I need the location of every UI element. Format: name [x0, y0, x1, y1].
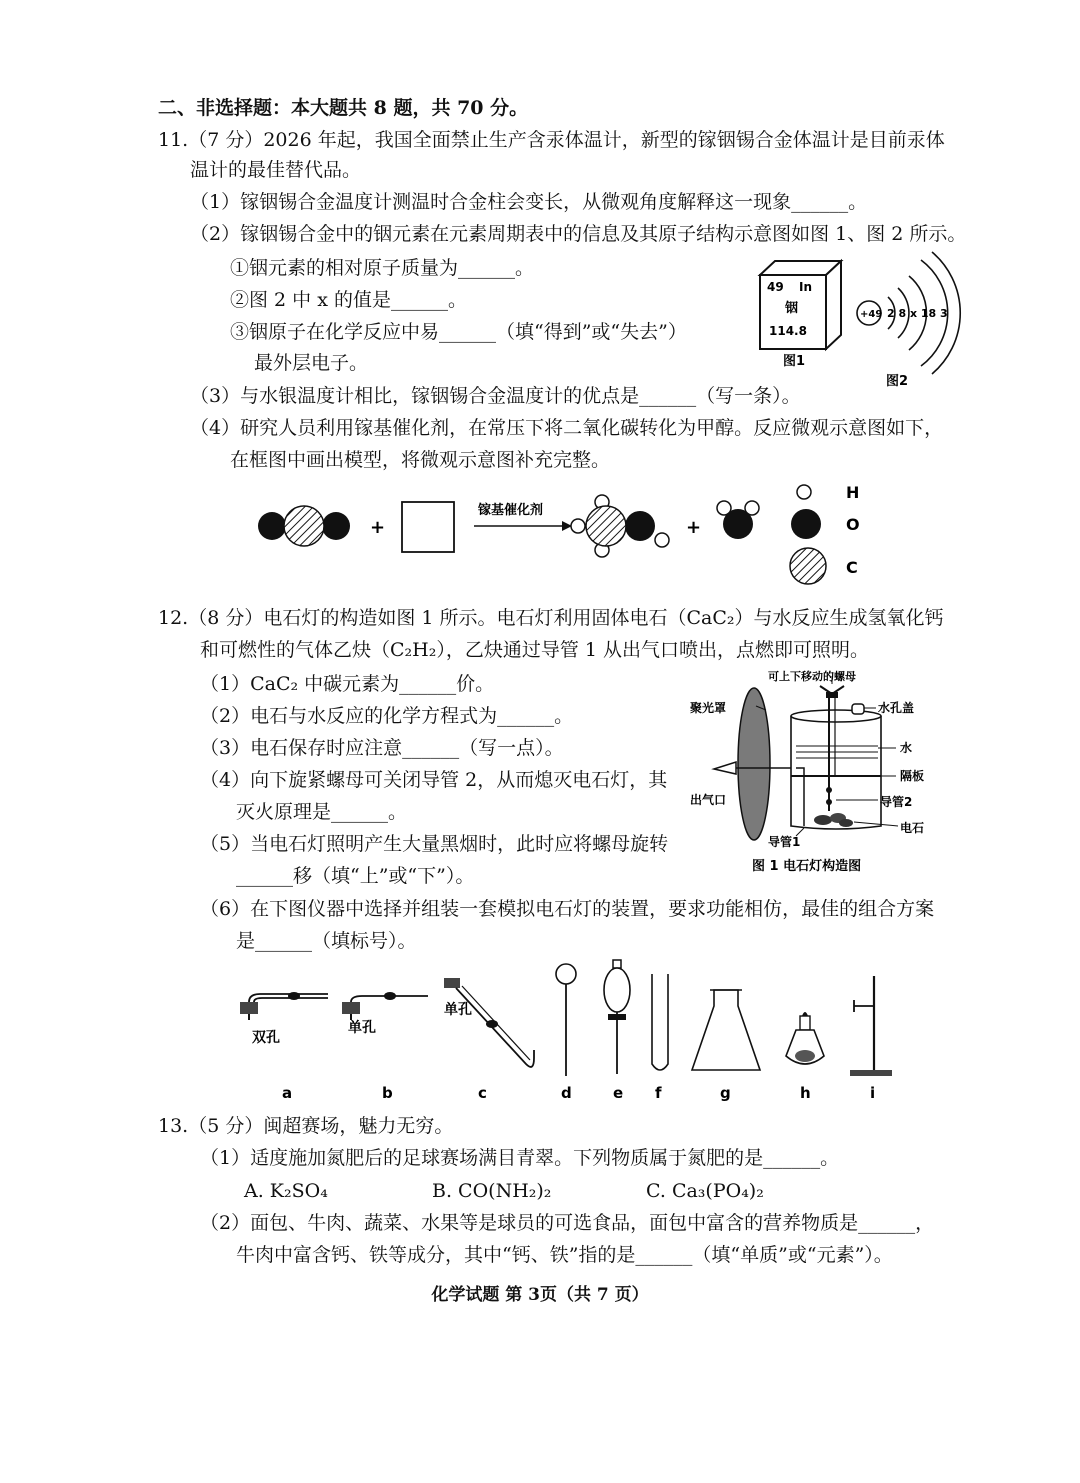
q13-part1: （1）适度施加氮肥后的足球赛场满目青翠。下列物质属于氮肥的是______。 — [200, 1147, 840, 1169]
reflector-shape — [738, 688, 770, 840]
element-name: 铟 — [785, 301, 799, 316]
q12-part4-line1: （4）向下旋紧螺母可关闭导管 2，从而熄灭电石灯，其 — [200, 769, 668, 791]
letter-c: c — [478, 1084, 487, 1102]
q11-part2-c: ③铟原子在化学反应中易______（填“得到”或“失去”） — [230, 321, 687, 343]
q13-part2-line2: 牛肉中富含钙、铁等成分，其中“钙、铁”指的是______（填“单质”或“元素”）。 — [236, 1244, 893, 1266]
letter-i: i — [870, 1084, 876, 1102]
apparatus-a — [240, 992, 328, 1046]
q12-part6-line1: （6）在下图仪器中选择并组装一套模拟电石灯的装置，要求功能相仿，最佳的组合方案 — [200, 898, 935, 920]
q13-stem: 13.（5 分）闽超赛场，魅力无穷。 — [158, 1115, 454, 1137]
q12-part5-line2: ______移（填“上”或“下”）。 — [236, 865, 475, 887]
methanol-molecule — [571, 495, 669, 557]
q12-part5-line1: （5）当电石灯照明产生大量黑烟时，此时应将螺母旋转 — [200, 833, 669, 855]
carbide-lamp-figure — [686, 666, 936, 878]
apparatus-b — [342, 992, 428, 1036]
q11-part4-line1: （4）研究人员利用镓基催化剂，在常压下将二氧化碳转化为甲醇。反应微观示意图如下， — [190, 417, 944, 439]
co2-molecule — [258, 506, 350, 546]
apparatus-e — [604, 960, 630, 1074]
q13-option-b: B. CO(NH₂)₂ — [432, 1180, 552, 1202]
nucleus-charge: +49 — [860, 309, 883, 320]
q12-stem-line1: 12.（8 分）电石灯的构造如图 1 所示。电石灯利用固体电石（CaC₂）与水反应生成氢氧化钙 — [158, 607, 944, 629]
apparatus-row — [230, 956, 910, 1106]
letter-h: h — [800, 1084, 811, 1102]
electron-shells: 2 8 x 18 3 — [887, 307, 948, 320]
q13-option-a: A. K₂SO₄ — [244, 1180, 328, 1202]
svg-text:双孔: 双孔 — [252, 1030, 280, 1046]
q12-part4-line2: 灭火原理是______。 — [236, 801, 408, 823]
section-title: 二、非选择题：本大题共 8 题，共 70 分。 — [158, 97, 529, 119]
blank-model-box — [402, 502, 454, 552]
water-molecule — [717, 501, 759, 539]
apparatus-f — [652, 974, 668, 1070]
apparatus-g — [692, 990, 760, 1070]
page-footer: 化学试题 第 3页（共 7 页） — [431, 1285, 649, 1305]
letter-a: a — [282, 1084, 293, 1102]
plus-sign-2: + — [686, 517, 702, 538]
element-number: 49 — [767, 280, 784, 294]
reaction-diagram — [250, 476, 890, 596]
element-tile-figure — [755, 255, 850, 370]
catalyst-label: 镓基催化剂 — [478, 503, 544, 518]
q11-part3: （3）与水银温度计相比，镓铟锡合金温度计的优点是______（写一条）。 — [190, 385, 801, 407]
letter-e: e — [613, 1084, 624, 1102]
q12-part3: （3）电石保存时应注意______（写一点）。 — [200, 737, 564, 759]
lamp-caption: 图 1 电石灯构造图 — [752, 859, 862, 874]
atom-structure-figure — [852, 250, 962, 390]
atom-legend — [790, 483, 860, 584]
q12-part2: （2）电石与水反应的化学方程式为______。 — [200, 705, 574, 727]
element-mass: 114.8 — [769, 324, 807, 338]
q13-part2-line1: （2）面包、牛肉、蔬菜、水果等是球员的可选食品，面包中富含的营养物质是______， — [200, 1212, 935, 1234]
fig2-caption: 图2 — [886, 374, 909, 389]
q12-part6-line2: 是______（填标号）。 — [236, 930, 417, 952]
letter-b: b — [382, 1084, 393, 1102]
label-stone: 电石 — [900, 821, 925, 835]
svg-text:单孔: 单孔 — [444, 1002, 472, 1018]
q11-part4-line2: 在框图中画出模型，将微观示意图补充完整。 — [230, 449, 611, 471]
apparatus-c — [444, 978, 534, 1067]
letter-f: f — [655, 1084, 662, 1102]
apparatus-i — [850, 976, 892, 1076]
label-reflector: 聚光罩 — [690, 701, 727, 715]
q12-stem-line2: 和可燃性的气体乙炔（C₂H₂），乙炔通过导管 1 从出气口喷出，点燃即可照明。 — [200, 639, 870, 661]
apparatus-d — [556, 964, 576, 1076]
label-water: 水 — [900, 741, 913, 755]
legend-c: C — [846, 558, 858, 577]
letter-g: g — [720, 1084, 731, 1102]
element-symbol: In — [799, 280, 813, 294]
q11-part2-b: ②图 2 中 x 的值是______。 — [230, 289, 467, 311]
q13-option-c: C. Ca₃(PO₄)₂ — [646, 1180, 764, 1202]
label-board: 隔板 — [900, 769, 925, 783]
apparatus-h — [786, 1012, 824, 1064]
q11-stem-line2: 温计的最佳替代品。 — [190, 159, 362, 181]
letter-d: d — [561, 1084, 572, 1102]
label-tube2: 导管2 — [880, 795, 913, 809]
fig1-caption: 图1 — [783, 354, 806, 369]
label-outlet: 出气口 — [690, 793, 727, 807]
q12-part1: （1）CaC₂ 中碳元素为______价。 — [200, 673, 495, 695]
q11-stem-line1: 11.（7 分）2026 年起，我国全面禁止生产含汞体温计，新型的镓铟锡合金体温计是目前汞体 — [158, 129, 945, 151]
q11-part2: （2）镓铟锡合金中的铟元素在元素周期表中的信息及其原子结构示意图如图 1、图 2 所示。 — [190, 223, 967, 245]
label-cap: 水孔盖 — [878, 701, 915, 715]
svg-text:单孔: 单孔 — [348, 1020, 376, 1036]
q11-part1: （1）镓铟锡合金温度计测温时合金柱会变长，从微观角度解释这一现象______。 — [190, 191, 868, 213]
q11-part2-a: ①铟元素的相对原子质量为______。 — [230, 257, 535, 279]
legend-o: O — [846, 515, 860, 534]
legend-h: H — [846, 483, 860, 502]
label-nut: 可上下移动的螺母 — [768, 670, 856, 683]
q11-part2-c-cont: 最外层电子。 — [254, 352, 369, 374]
label-tube1: 导管1 — [768, 835, 801, 849]
plus-sign: + — [370, 517, 386, 538]
